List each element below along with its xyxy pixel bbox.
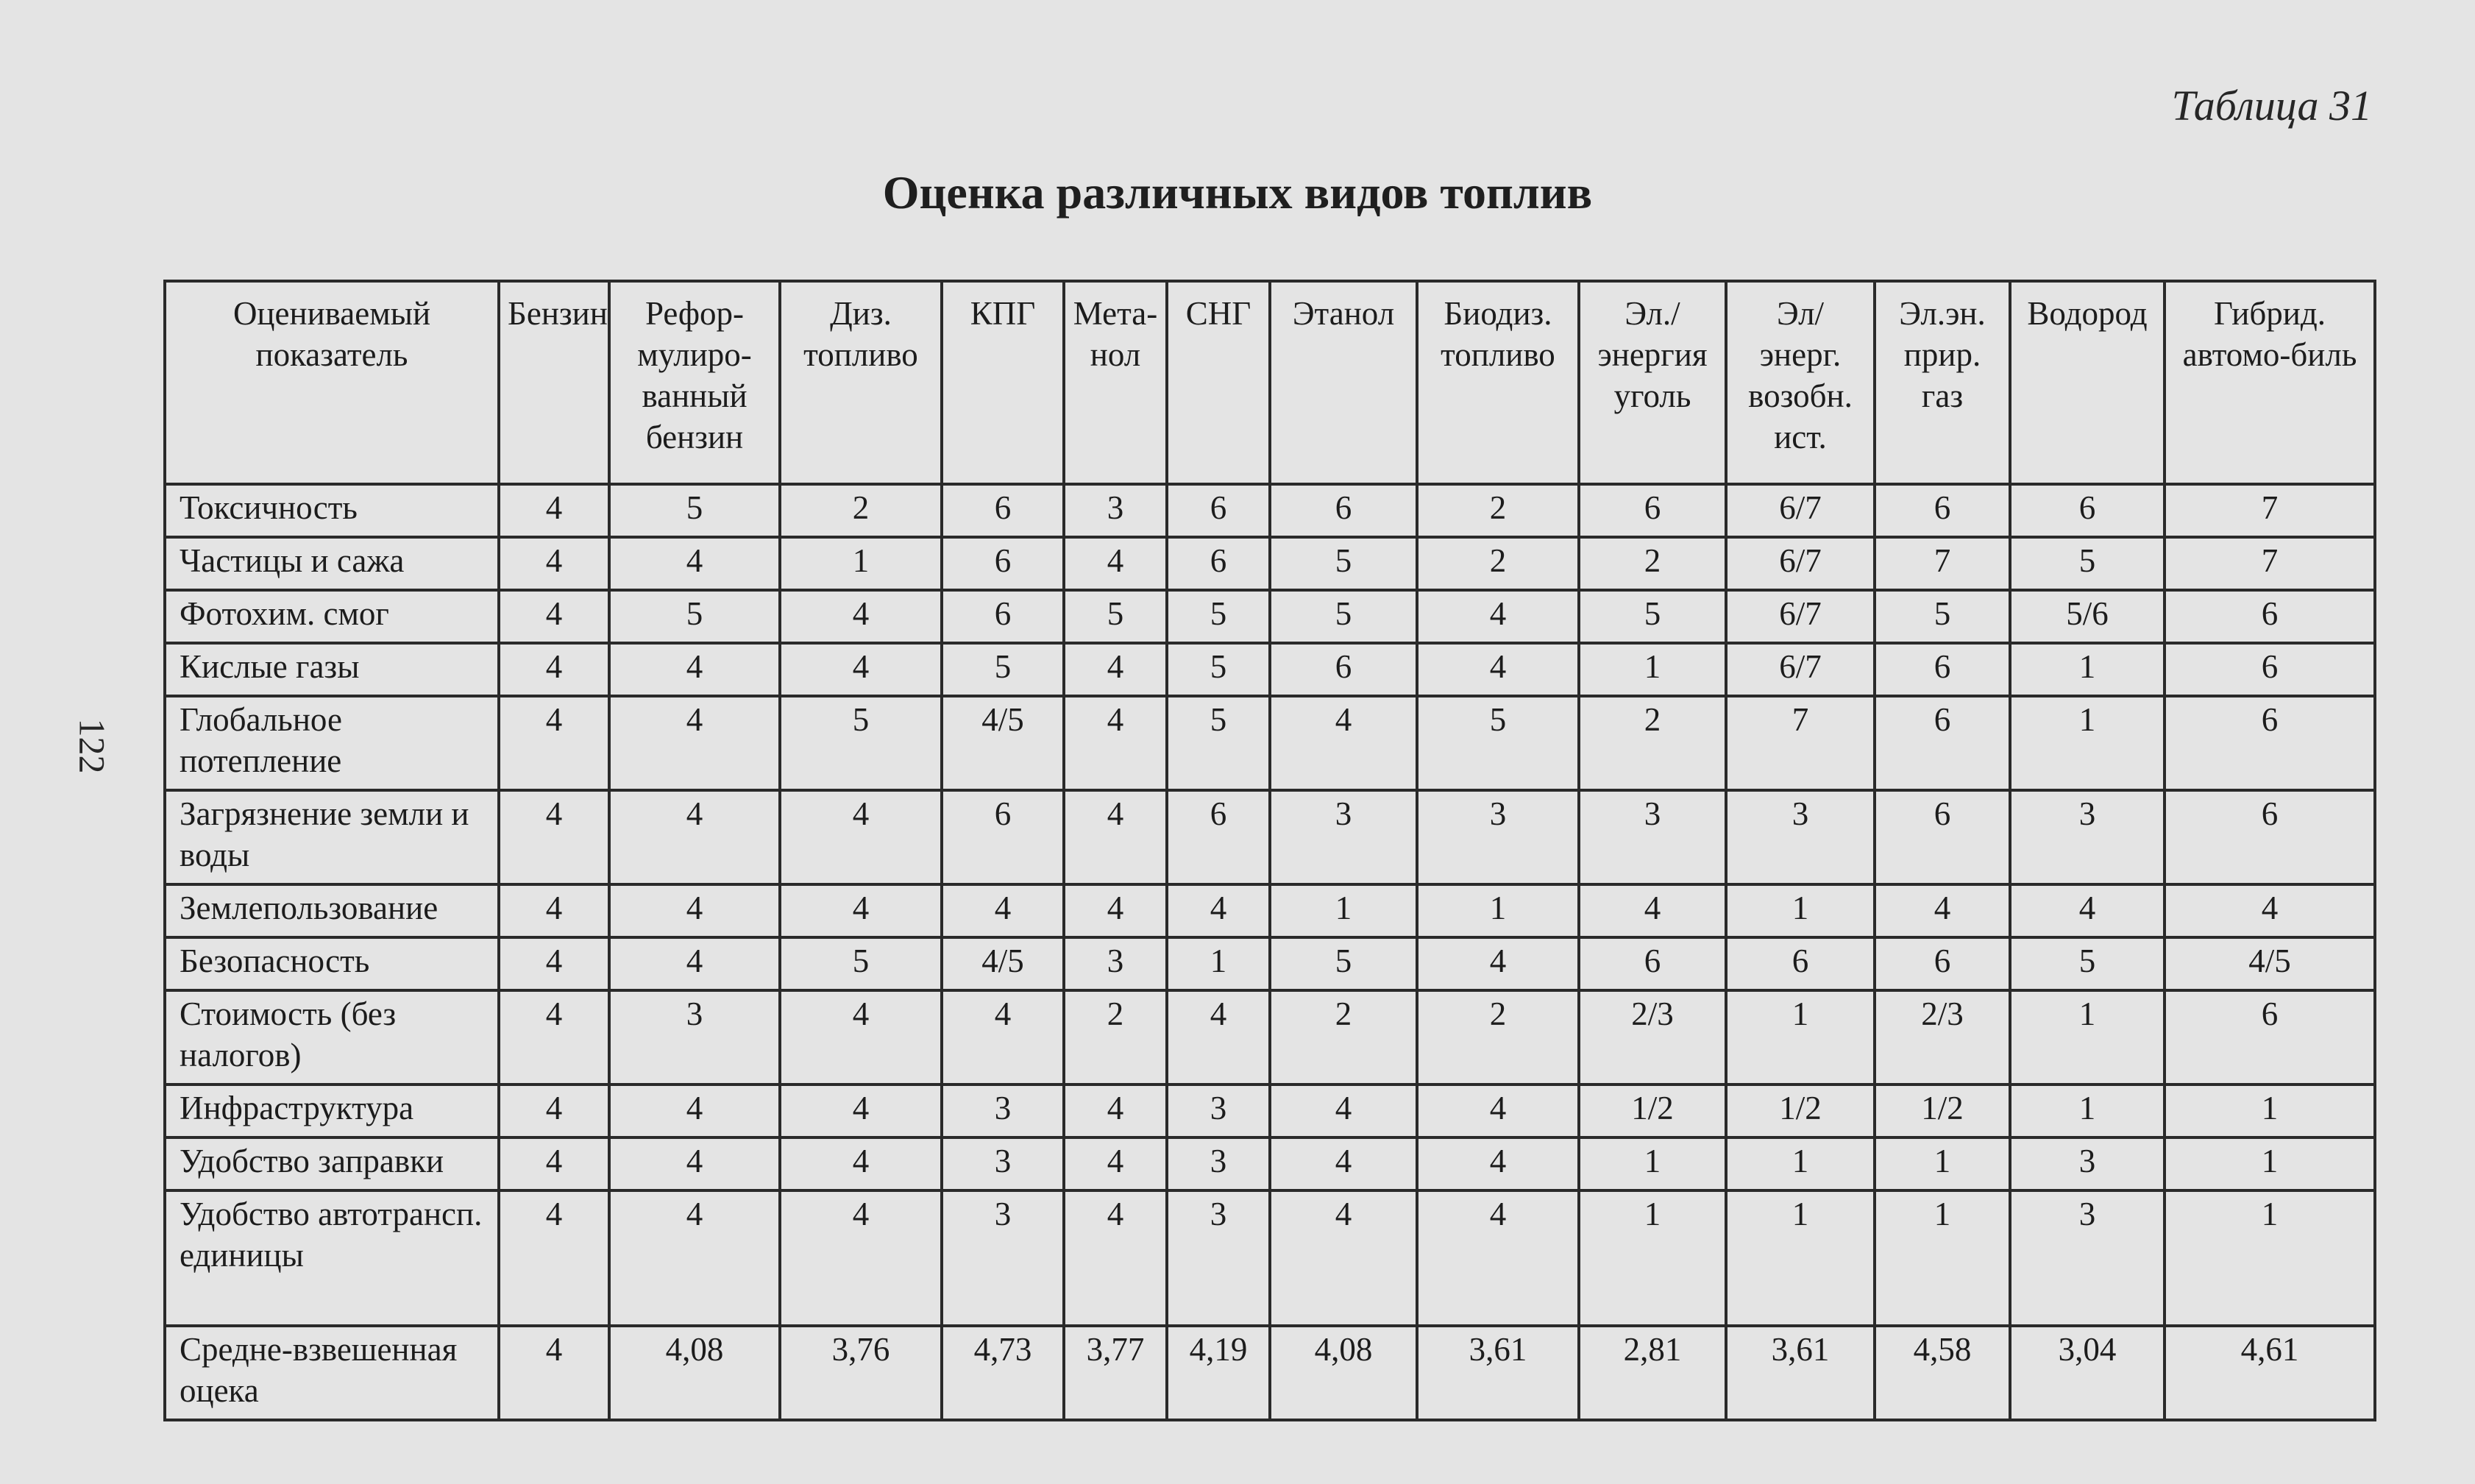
table-cell: 4: [1417, 937, 1579, 990]
table-cell: 5: [1167, 590, 1270, 643]
table-cell: 4: [1064, 696, 1167, 790]
table-cell: 4: [609, 884, 780, 937]
table-cell: 1: [1726, 1137, 1875, 1190]
table-cell: 4: [780, 1084, 942, 1137]
table-cell: 4: [1270, 1190, 1417, 1326]
table-cell: 4: [1875, 884, 2010, 937]
table-cell: 1: [1167, 937, 1270, 990]
table-cell: 3: [1579, 790, 1726, 884]
column-header: Водород: [2010, 281, 2165, 484]
table-cell: 6: [942, 537, 1064, 590]
table-cell: 2: [1417, 484, 1579, 537]
table-cell: 1: [2165, 1137, 2375, 1190]
column-header: Биодиз. топливо: [1417, 281, 1579, 484]
table-cell: 3,04: [2010, 1326, 2165, 1420]
table-cell: 6: [2010, 484, 2165, 537]
table-cell: 4: [1270, 1084, 1417, 1137]
column-header: Эл.эн. прир. газ: [1875, 281, 2010, 484]
table-cell: 1: [1417, 884, 1579, 937]
table-cell: 3,61: [1417, 1326, 1579, 1420]
table-row: [165, 1084, 2375, 1137]
table-cell: 6: [942, 484, 1064, 537]
table-cell: 4: [609, 1084, 780, 1137]
row-label: Загрязнение земли и воды: [165, 790, 499, 884]
row-label: Частицы и сажа: [165, 537, 499, 590]
table-cell: 6: [1167, 790, 1270, 884]
table-cell: 2,81: [1579, 1326, 1726, 1420]
column-header: Диз. топливо: [780, 281, 942, 484]
table-cell: 1: [1726, 1190, 1875, 1326]
table-cell: 6: [1167, 484, 1270, 537]
row-label: Кислые газы: [165, 643, 499, 696]
column-header: КПГ: [942, 281, 1064, 484]
table-cell: 3: [1167, 1190, 1270, 1326]
row-label: Фотохим. смог: [165, 590, 499, 643]
table-cell: 6: [1875, 790, 2010, 884]
table-cell: 5: [942, 643, 1064, 696]
table-cell: 4,08: [609, 1326, 780, 1420]
table-row: [165, 1190, 2375, 1326]
table-cell: 1: [2010, 990, 2165, 1084]
table-cell: 4: [499, 1326, 609, 1420]
table-cell: 4,58: [1875, 1326, 2010, 1420]
table-cell: 5: [609, 590, 780, 643]
table-cell: 2/3: [1875, 990, 2010, 1084]
table-cell: 4: [499, 884, 609, 937]
table-cell: 4: [1270, 696, 1417, 790]
table-cell: 4: [780, 990, 942, 1084]
table-row: [165, 990, 2375, 1084]
table-row: [165, 537, 2375, 590]
table-row: [165, 884, 2375, 937]
table-title: Оценка различных видов топлив: [882, 166, 1593, 219]
table-cell: 5: [1270, 937, 1417, 990]
table-cell: 3: [1064, 484, 1167, 537]
table-cell: 6: [942, 790, 1064, 884]
row-label: Токсичность: [165, 484, 499, 537]
column-header: Бензин: [499, 281, 609, 484]
table-cell: 5: [609, 484, 780, 537]
table-cell: 4: [1064, 884, 1167, 937]
table-cell: 1: [1579, 1190, 1726, 1326]
table-cell: 3: [1270, 790, 1417, 884]
table-cell: 1: [1875, 1137, 2010, 1190]
table-cell: 3,77: [1064, 1326, 1167, 1420]
table-cell: 4,61: [2165, 1326, 2375, 1420]
table-cell: 4: [2010, 884, 2165, 937]
table-cell: 4,73: [942, 1326, 1064, 1420]
table-cell: 4: [1417, 643, 1579, 696]
table-cell: 3: [2010, 1137, 2165, 1190]
table-cell: 4: [1064, 1137, 1167, 1190]
table-cell: 6: [2165, 590, 2375, 643]
table-body: [165, 484, 2375, 1420]
table-cell: 5: [1064, 590, 1167, 643]
table-cell: 4: [1167, 990, 1270, 1084]
table-cell: 2: [1417, 537, 1579, 590]
table-cell: 4: [499, 1190, 609, 1326]
table-cell: 5: [1167, 696, 1270, 790]
row-label: Удобство заправки: [165, 1137, 499, 1190]
row-label: Стоимость (без налогов): [165, 990, 499, 1084]
table-row: [165, 937, 2375, 990]
table-cell: 4: [1167, 884, 1270, 937]
table-cell: 5: [1167, 643, 1270, 696]
table-cell: 3: [609, 990, 780, 1084]
table-cell: 5: [2010, 937, 2165, 990]
table-cell: 6: [1875, 937, 2010, 990]
column-header: Эл./ энергия уголь: [1579, 281, 1726, 484]
table-cell: 5: [780, 696, 942, 790]
table-cell: 1: [2010, 696, 2165, 790]
table-cell: 1: [1579, 1137, 1726, 1190]
table-cell: 6: [2165, 696, 2375, 790]
table-cell: 6: [1875, 484, 2010, 537]
table-cell: 1: [1579, 643, 1726, 696]
table-cell: 4/5: [942, 696, 1064, 790]
table-cell: 4: [1417, 590, 1579, 643]
table-cell: 5: [1270, 537, 1417, 590]
table-cell: 5: [780, 937, 942, 990]
column-header: Мета-нол: [1064, 281, 1167, 484]
table-cell: 2: [1579, 696, 1726, 790]
table-cell: 4: [499, 1084, 609, 1137]
table-cell: 5: [1579, 590, 1726, 643]
table-label: Таблица 31: [2171, 82, 2372, 129]
table-cell: 1: [2165, 1190, 2375, 1326]
table-cell: 5: [2010, 537, 2165, 590]
table-cell: 5: [1875, 590, 2010, 643]
table-cell: 6: [1270, 484, 1417, 537]
table-cell: 1: [1875, 1190, 2010, 1326]
table-cell: 1: [2010, 643, 2165, 696]
table-row: [165, 1326, 2375, 1420]
table-cell: 1: [780, 537, 942, 590]
column-header: Эл/ энерг. возобн. ист.: [1726, 281, 1875, 484]
table-cell: 3: [942, 1137, 1064, 1190]
column-header: СНГ: [1167, 281, 1270, 484]
table-row: [165, 1137, 2375, 1190]
table-cell: 5: [1417, 696, 1579, 790]
table-cell: 6: [1579, 484, 1726, 537]
column-header: Рефор-мулиро-ванный бензин: [609, 281, 780, 484]
table-cell: 6: [1726, 937, 1875, 990]
table-cell: 1/2: [1726, 1084, 1875, 1137]
table-cell: 4: [499, 937, 609, 990]
row-label: Инфраструктура: [165, 1084, 499, 1137]
table-cell: 1: [1726, 884, 1875, 937]
table-cell: 6/7: [1726, 537, 1875, 590]
table-cell: 4: [780, 643, 942, 696]
table-cell: 7: [2165, 537, 2375, 590]
table-cell: 1: [2010, 1084, 2165, 1137]
table-cell: 1: [2165, 1084, 2375, 1137]
table-cell: 3: [2010, 790, 2165, 884]
header-row: [165, 281, 2375, 484]
table-row: [165, 484, 2375, 537]
table-cell: 4: [499, 484, 609, 537]
table-cell: 4: [780, 790, 942, 884]
table-cell: 4: [1417, 1190, 1579, 1326]
table-cell: 4,19: [1167, 1326, 1270, 1420]
table-cell: 4: [1064, 1190, 1167, 1326]
table-cell: 2: [1417, 990, 1579, 1084]
table-cell: 4: [1579, 884, 1726, 937]
table-cell: 4: [1064, 643, 1167, 696]
table-cell: 3,61: [1726, 1326, 1875, 1420]
table-cell: 6: [1875, 643, 2010, 696]
table-cell: 6: [1167, 537, 1270, 590]
table-cell: 3: [942, 1190, 1064, 1326]
table-cell: 3: [1064, 937, 1167, 990]
table-cell: 6/7: [1726, 643, 1875, 696]
table-cell: 4: [609, 537, 780, 590]
table-cell: 4: [499, 590, 609, 643]
table-row: [165, 643, 2375, 696]
table-row: [165, 696, 2375, 790]
table-cell: 6: [1579, 937, 1726, 990]
table-cell: 4: [942, 884, 1064, 937]
table-cell: 2: [1579, 537, 1726, 590]
table-cell: 6: [942, 590, 1064, 643]
table-cell: 4: [780, 1190, 942, 1326]
table-cell: 4: [499, 790, 609, 884]
table-cell: 3: [1167, 1137, 1270, 1190]
fuel-evaluation-table: [163, 280, 2376, 1421]
table-cell: 4: [780, 884, 942, 937]
table-cell: 4: [1064, 537, 1167, 590]
table-cell: 4,08: [1270, 1326, 1417, 1420]
row-label: Глобальное потепление: [165, 696, 499, 790]
table-cell: 6/7: [1726, 590, 1875, 643]
table-cell: 1: [1270, 884, 1417, 937]
table-row: [165, 790, 2375, 884]
table-cell: 4: [609, 790, 780, 884]
table-cell: 2/3: [1579, 990, 1726, 1084]
table-cell: 2: [1270, 990, 1417, 1084]
table-cell: 4: [609, 696, 780, 790]
table-cell: 4: [1417, 1137, 1579, 1190]
table-cell: 4: [780, 1137, 942, 1190]
table-cell: 4: [2165, 884, 2375, 937]
table-cell: 4: [1270, 1137, 1417, 1190]
table-cell: 2: [1064, 990, 1167, 1084]
table-cell: 4/5: [942, 937, 1064, 990]
table-cell: 4: [499, 643, 609, 696]
table-cell: 2: [780, 484, 942, 537]
table-cell: 3: [1417, 790, 1579, 884]
table-cell: 4: [780, 590, 942, 643]
table-cell: 7: [2165, 484, 2375, 537]
row-label: Безопасность: [165, 937, 499, 990]
table-cell: 4/5: [2165, 937, 2375, 990]
table-cell: 1/2: [1579, 1084, 1726, 1137]
table-cell: 4: [609, 937, 780, 990]
table-cell: 4: [499, 1137, 609, 1190]
table-cell: 6: [1270, 643, 1417, 696]
table-cell: 3: [1167, 1084, 1270, 1137]
table-cell: 5: [1270, 590, 1417, 643]
column-header: Этанол: [1270, 281, 1417, 484]
table-cell: 3: [2010, 1190, 2165, 1326]
table-cell: 6: [2165, 790, 2375, 884]
table-cell: 4: [499, 990, 609, 1084]
table-cell: 4: [1064, 790, 1167, 884]
row-label: Удобство автотрансп. единицы: [165, 1190, 499, 1326]
table-cell: 4: [942, 990, 1064, 1084]
page-number: 122: [71, 718, 113, 774]
table-cell: 4: [609, 1137, 780, 1190]
table-cell: 1: [1726, 990, 1875, 1084]
column-header-indicator: Оцениваемый показатель: [165, 281, 499, 484]
table-cell: 5/6: [2010, 590, 2165, 643]
table-cell: 3: [942, 1084, 1064, 1137]
table-cell: 4: [499, 537, 609, 590]
table-cell: 4: [609, 643, 780, 696]
table-cell: 4: [499, 696, 609, 790]
table-cell: 6: [1875, 696, 2010, 790]
table-cell: 7: [1875, 537, 2010, 590]
table-cell: 4: [1064, 1084, 1167, 1137]
table-cell: 3: [1726, 790, 1875, 884]
row-label: Землепользование: [165, 884, 499, 937]
table-cell: 6: [2165, 643, 2375, 696]
table-row: [165, 590, 2375, 643]
table-cell: 6: [2165, 990, 2375, 1084]
table-cell: 3,76: [780, 1326, 942, 1420]
table-cell: 4: [1417, 1084, 1579, 1137]
table-cell: 6/7: [1726, 484, 1875, 537]
row-label: Средне-взвешенная оцека: [165, 1326, 499, 1420]
table-cell: 4: [609, 1190, 780, 1326]
table-cell: 1/2: [1875, 1084, 2010, 1137]
column-header: Гибрид. автомо-биль: [2165, 281, 2375, 484]
table-cell: 7: [1726, 696, 1875, 790]
